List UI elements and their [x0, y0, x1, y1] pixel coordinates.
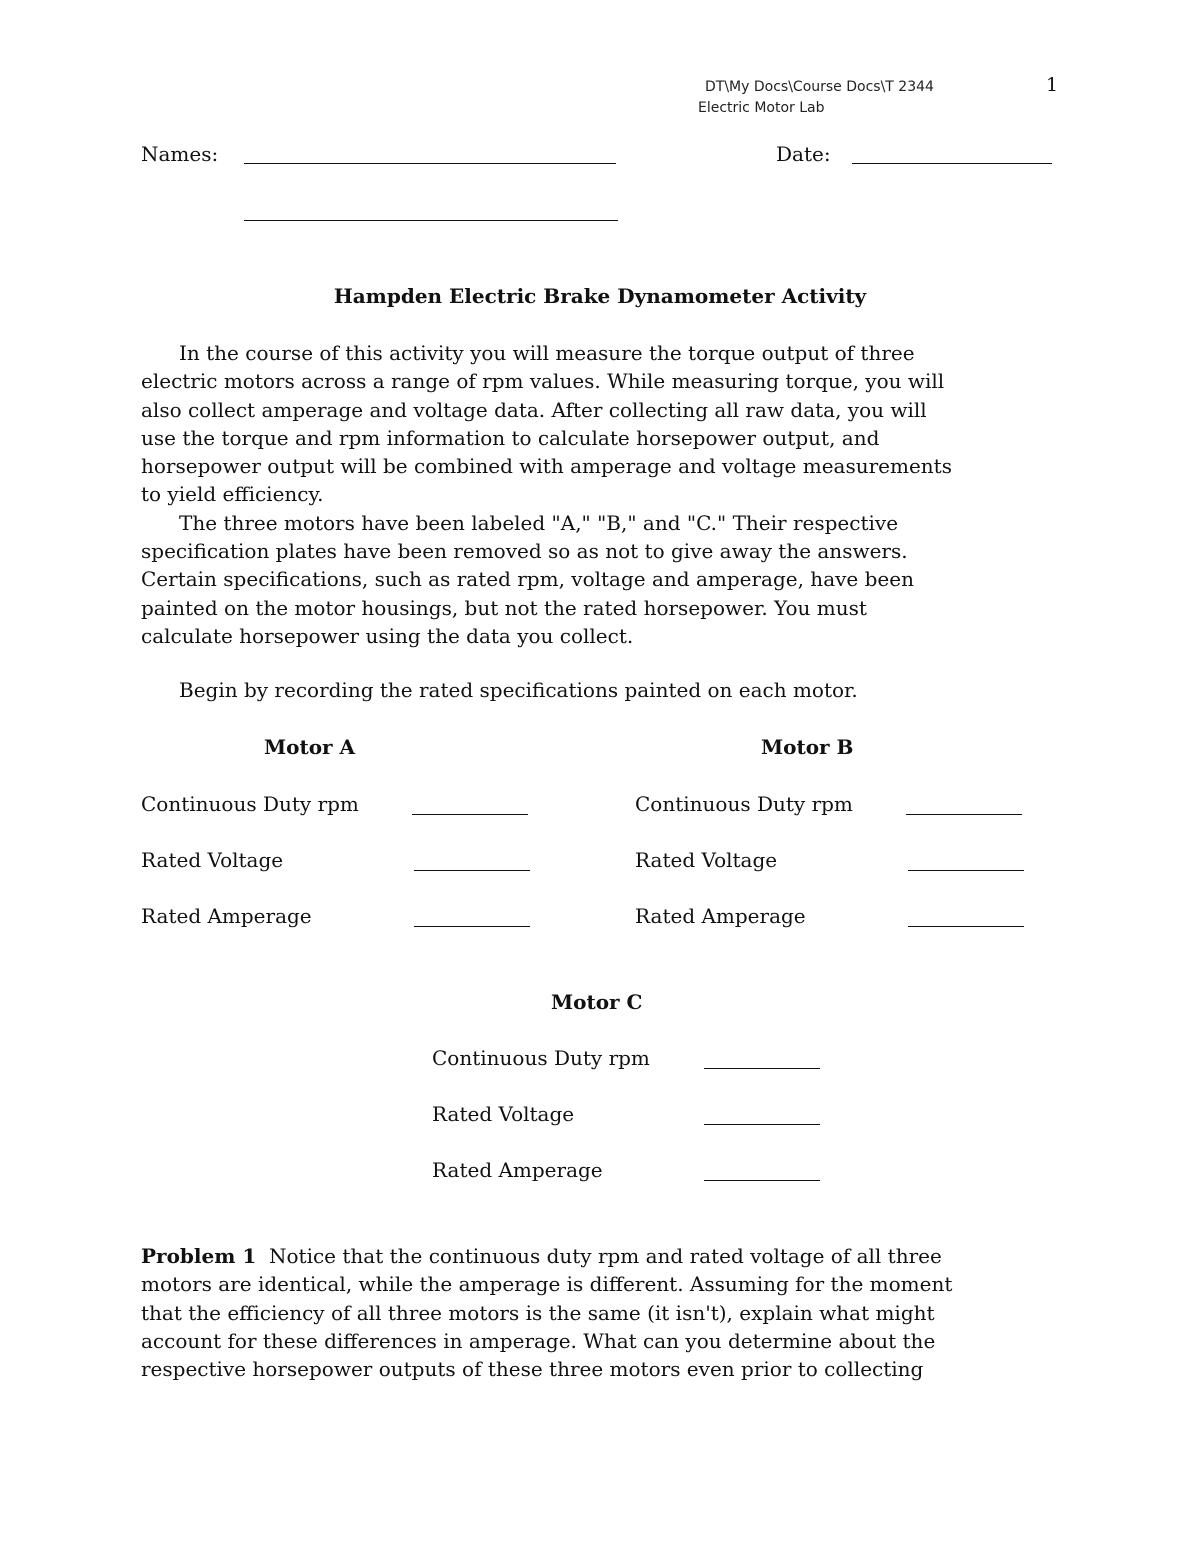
motor-a-heading: Motor A [264, 735, 356, 759]
date-label: Date: [776, 142, 831, 166]
intro-line: horsepower output will be combined with amperage and voltage measurements [141, 454, 952, 479]
motor-b-amperage-input[interactable] [908, 926, 1024, 927]
intro-line: to yield efficiency. [141, 482, 324, 507]
header-path: DT\My Docs\Course Docs\T 2344 [705, 79, 934, 95]
motor-c-amperage-input[interactable] [704, 1180, 820, 1181]
motor-a-amperage-label: Rated Amperage [141, 904, 312, 928]
date-input[interactable] [852, 163, 1052, 164]
problem-line: account for these differences in amperage. What can you determine about the [141, 1328, 936, 1353]
motor-c-amperage-label: Rated Amperage [432, 1158, 603, 1182]
motor-b-voltage-label: Rated Voltage [635, 848, 778, 872]
intro-line: Certain specifications, such as rated rpm, voltage and amperage, have been [141, 567, 914, 592]
intro-line: painted on the motor housings, but not the rated horsepower. You must [141, 595, 867, 620]
motor-b-amperage-label: Rated Amperage [635, 904, 806, 928]
problem-1-paragraph [141, 1242, 1061, 1383]
motor-a-voltage-label: Rated Voltage [141, 848, 284, 872]
intro-line: calculate horsepower using the data you collect. [141, 623, 634, 648]
intro-line: use the torque and rpm information to calculate horsepower output, and [141, 425, 880, 450]
intro-line: electric motors across a range of rpm values. While measuring torque, you will [141, 369, 945, 394]
motor-b-rpm-label: Continuous Duty rpm [635, 792, 853, 816]
motor-c-voltage-label: Rated Voltage [432, 1102, 575, 1126]
intro-line: specification plates have been removed so as not to give away the answers. [141, 539, 908, 564]
motor-b-rpm-input[interactable] [906, 814, 1022, 815]
problem-line [141, 1242, 1061, 1270]
intro-line: The three motors have been labeled "A," "B," and "C." Their respective [179, 510, 899, 535]
motor-a-rpm-label: Continuous Duty rpm [141, 792, 359, 816]
intro-paragraph [141, 339, 1061, 650]
begin-instruction: Begin by recording the rated specifications painted on each motor. [179, 678, 858, 702]
motor-c-heading: Motor C [551, 990, 643, 1014]
problem-line: that the efficiency of all three motors is the same (it isn't), explain what might [141, 1300, 935, 1325]
motor-a-rpm-input[interactable] [412, 814, 528, 815]
motor-b-voltage-input[interactable] [908, 870, 1024, 871]
problem-line-text: Notice that the continuous duty rpm and rated voltage of all three [268, 1244, 942, 1268]
problem-label: Problem 1 [141, 1244, 257, 1268]
names-input-2[interactable] [244, 220, 618, 221]
motor-c-rpm-input[interactable] [704, 1068, 820, 1069]
intro-line: also collect amperage and voltage data. After collecting all raw data, you will [141, 397, 927, 422]
problem-line: motors are identical, while the amperage is different. Assuming for the moment [141, 1272, 953, 1297]
page-number: 1 [1046, 74, 1059, 96]
page-title: Hampden Electric Brake Dynamometer Activity [333, 284, 867, 308]
names-label: Names: [141, 142, 219, 166]
motor-a-voltage-input[interactable] [414, 870, 530, 871]
intro-line: In the course of this activity you will measure the torque output of three [179, 341, 915, 365]
motor-b-heading: Motor B [761, 735, 854, 759]
problem-line: respective horsepower outputs of these three motors even prior to collecting [141, 1357, 924, 1382]
header-subtitle: Electric Motor Lab [698, 100, 825, 116]
motor-c-rpm-label: Continuous Duty rpm [432, 1046, 650, 1070]
names-input-1[interactable] [244, 163, 616, 164]
motor-c-voltage-input[interactable] [704, 1124, 820, 1125]
motor-a-amperage-input[interactable] [414, 926, 530, 927]
